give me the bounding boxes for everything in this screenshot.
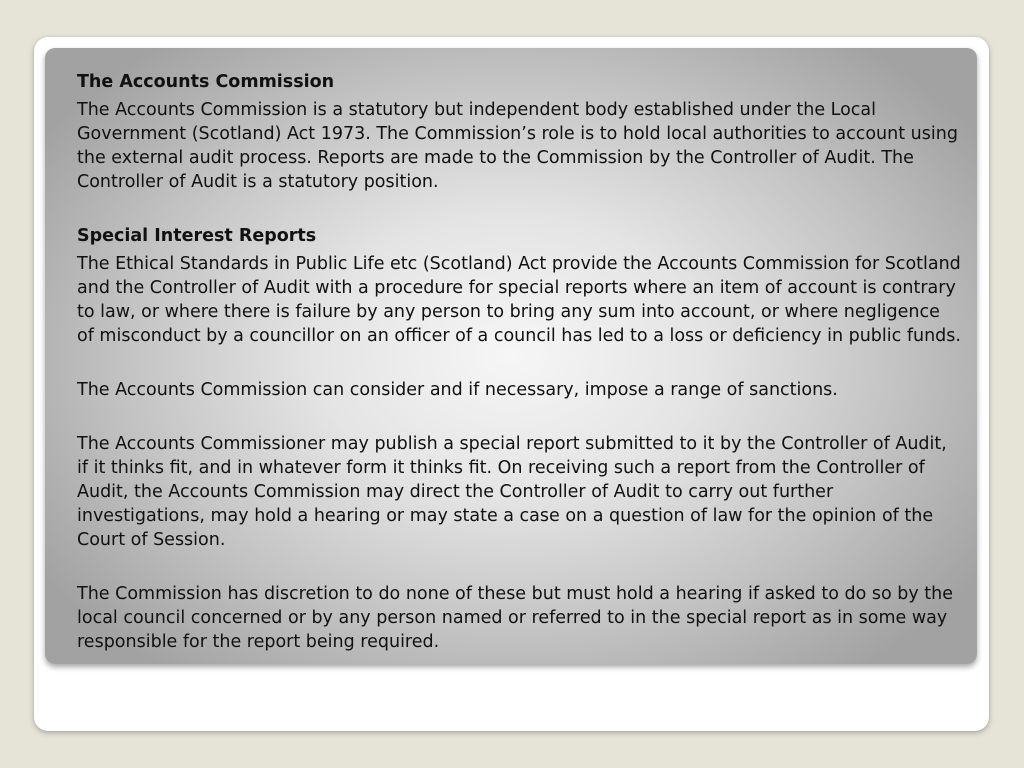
slide-text-body [77, 70, 962, 684]
paragraph-publish-report: The Accounts Commissioner may publish a special report submitted to it by the Controller of Audit, if it thinks fit, and in whatever form it thinks fit. On receiving such a report from the Controller of Audit, the Accounts Commission may direct the Controller of Audit to carry out further investigations, may hold a hearing or may state a case on a question of law for the opinion of the Court of Session. [77, 434, 947, 550]
heading-special-interest-reports: Special Interest Reports [77, 226, 317, 246]
paragraph-ethical-standards: The Ethical Standards in Public Life etc (Scotland) Act provide the Accounts Commission for Scotland and the Controller of Audit with a procedure for special reports where an item of account is contrary to law, or where there is failure by any person to bring any sum into account, or where negligence of misconduct by a councillor on an officer of a council has led to a loss or deficiency in public funds. [77, 254, 961, 346]
paragraph-accounts-commission: The Accounts Commission is a statutory but independent body established under the Local Government (Scotland) Act 1973. The Commission’s role is to hold local authorities to account using the external audit process. Reports are made to the Commission by the Controller of Audit. The Controller of Audit is a statutory position. [77, 100, 958, 192]
paragraph-sanctions: The Accounts Commission can consider and if necessary, impose a range of sanctions. [77, 380, 838, 400]
paragraph-discretion: The Commission has discretion to do none of these but must hold a hearing if asked to do so by the local council concerned or by any person named or referred to in the special report as in some way responsible for the report being required. [77, 584, 953, 652]
heading-accounts-commission: The Accounts Commission [77, 72, 335, 92]
